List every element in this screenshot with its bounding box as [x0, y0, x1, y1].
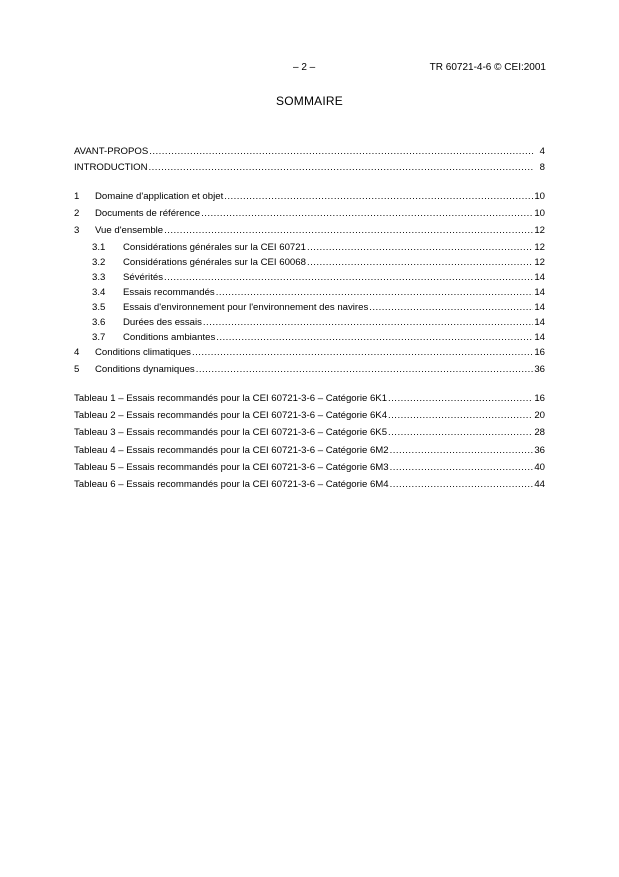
toc-entry-number: 3.4: [92, 287, 106, 298]
toc-entry-label: INTRODUCTION: [74, 162, 148, 173]
document-reference: TR 60721-4-6 © CEI:2001: [429, 62, 546, 73]
toc-entry-section-3[interactable]: [74, 224, 545, 237]
toc-entry-table-2[interactable]: [74, 409, 545, 422]
toc-entry-page: 40: [534, 462, 545, 473]
toc-entry-page: 14: [534, 317, 545, 328]
toc-entry-page: 20: [534, 410, 545, 421]
toc-entry-table-1[interactable]: [74, 392, 545, 405]
toc-entry-number: 3.3: [92, 272, 106, 283]
toc-entry-label: AVANT-PROPOS: [74, 146, 149, 157]
toc-entry-page: 16: [534, 347, 545, 358]
page-title: SOMMAIRE: [276, 94, 343, 108]
toc-entry-page: 16: [534, 393, 545, 404]
toc-entry-number: 3.1: [92, 242, 106, 253]
leader-dots: [216, 286, 534, 299]
toc-entry-table-5[interactable]: [74, 461, 545, 474]
toc-entry-number: 3: [74, 225, 80, 236]
toc-entry-number: 3.2: [92, 257, 106, 268]
leader-dots: [164, 271, 533, 284]
toc-entry-label: Sévérités: [123, 272, 163, 283]
toc-entry-label: Tableau 1 – Essais recommandés pour la CEI 60721-3-6 – Catégorie 6K1: [74, 393, 388, 404]
leader-dots: [196, 363, 534, 376]
toc-entry-section-3-7[interactable]: [92, 331, 545, 344]
toc-entry-number: 3.7: [92, 332, 106, 343]
toc-entry-avant-propos[interactable]: [74, 145, 545, 158]
toc-entry-section-1[interactable]: [74, 190, 545, 203]
toc-entry-section-5[interactable]: [74, 363, 545, 376]
toc-entry-page: 36: [534, 364, 545, 375]
leader-dots: [192, 346, 533, 359]
toc-entry-section-3-2[interactable]: [92, 256, 545, 269]
leader-dots: [164, 224, 533, 237]
toc-entry-label: Essais d'environnement pour l'environnement des navires: [123, 302, 369, 313]
toc-entry-number: 3.5: [92, 302, 106, 313]
toc-entry-page: 10: [534, 208, 545, 219]
toc-entry-label: Conditions dynamiques: [95, 364, 195, 375]
leader-dots: [388, 426, 533, 439]
toc-entry-section-3-3[interactable]: [92, 271, 545, 284]
toc-entry-label: Domaine d'application et objet: [95, 191, 224, 202]
toc-entry-page: 12: [534, 257, 545, 268]
leader-dots: [216, 331, 533, 344]
toc-entry-number: 4: [74, 347, 80, 358]
toc-entry-section-3-4[interactable]: [92, 286, 545, 299]
toc-entry-section-3-1[interactable]: [92, 241, 545, 254]
toc-entry-page: 10: [534, 191, 545, 202]
toc-entry-label: Vue d'ensemble: [95, 225, 164, 236]
toc-entry-label: Documents de référence: [95, 208, 201, 219]
toc-entry-introduction[interactable]: [74, 161, 545, 174]
leader-dots: [203, 316, 533, 329]
leader-dots: [149, 145, 534, 158]
toc-entry-label: Considérations générales sur la CEI 60721: [123, 242, 306, 253]
toc-entry-label: Tableau 4 – Essais recommandés pour la CEI 60721-3-6 – Catégorie 6M2: [74, 445, 389, 456]
toc-entry-label: Conditions ambiantes: [123, 332, 216, 343]
toc-entry-label: Tableau 5 – Essais recommandés pour la CEI 60721-3-6 – Catégorie 6M3: [74, 462, 389, 473]
leader-dots: [390, 478, 534, 491]
toc-entry-page: 8: [539, 162, 545, 173]
leader-dots: [307, 241, 533, 254]
toc-entry-page: 4: [539, 146, 545, 157]
page-number: – 2 –: [293, 62, 316, 73]
toc-entry-table-6[interactable]: [74, 478, 545, 491]
leader-dots: [224, 190, 533, 203]
toc-entry-label: Tableau 6 – Essais recommandés pour la CEI 60721-3-6 – Catégorie 6M4: [74, 479, 389, 490]
toc-entry-label: Essais recommandés: [123, 287, 215, 298]
toc-entry-number: 2: [74, 208, 80, 219]
leader-dots: [201, 207, 533, 220]
toc-entry-page: 14: [534, 302, 545, 313]
toc-entry-section-4[interactable]: [74, 346, 545, 359]
toc-entry-label: Considérations générales sur la CEI 60068: [123, 257, 306, 268]
toc-entry-table-3[interactable]: [74, 426, 545, 439]
toc-entry-page: 12: [534, 225, 545, 236]
leader-dots: [390, 461, 534, 474]
toc-entry-page: 14: [534, 332, 545, 343]
leader-dots: [390, 444, 534, 457]
toc-entry-section-2[interactable]: [74, 207, 545, 220]
toc-entry-section-3-6[interactable]: [92, 316, 545, 329]
toc-entry-number: 3.6: [92, 317, 106, 328]
toc-entry-number: 5: [74, 364, 80, 375]
toc-entry-table-4[interactable]: [74, 444, 545, 457]
leader-dots: [388, 409, 533, 422]
leader-dots: [149, 161, 534, 174]
toc-entry-label: Conditions climatiques: [95, 347, 191, 358]
toc-entry-section-3-5[interactable]: [92, 301, 545, 314]
toc-entry-page: 14: [534, 272, 545, 283]
leader-dots: [307, 256, 533, 269]
toc-entry-page: 44: [534, 479, 545, 490]
toc-entry-page: 36: [534, 445, 545, 456]
toc-entry-number: 1: [74, 191, 80, 202]
toc-entry-page: 28: [534, 427, 545, 438]
toc-entry-page: 14: [534, 287, 545, 298]
leader-dots: [369, 301, 533, 314]
toc-entry-label: Tableau 2 – Essais recommandés pour la CEI 60721-3-6 – Catégorie 6K4: [74, 410, 388, 421]
toc-entry-page: 12: [534, 242, 545, 253]
leader-dots: [388, 392, 533, 405]
toc-entry-label: Tableau 3 – Essais recommandés pour la CEI 60721-3-6 – Catégorie 6K5: [74, 427, 388, 438]
toc-entry-label: Durées des essais: [123, 317, 202, 328]
